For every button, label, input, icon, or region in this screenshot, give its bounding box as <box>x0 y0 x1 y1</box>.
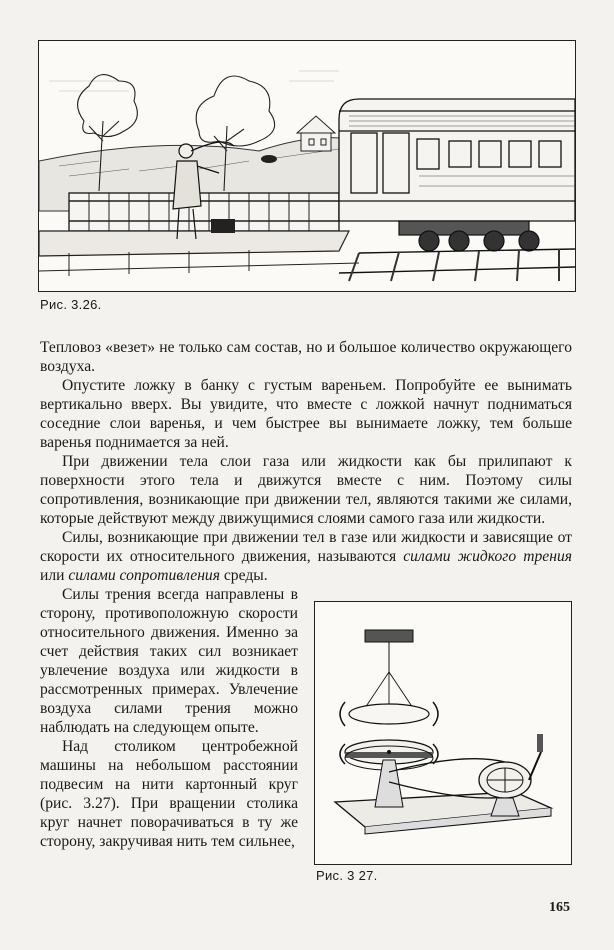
paragraph-3: При движении тела слои газа или жидкости как бы прилипают к поверхности этого тела и движутся вместе с ним. Поэтому силы сопротивления, возникающие при движении тел, являются такими же силами, которые действуют между движущимися слоями самого газа или жидкости. <box>40 453 572 527</box>
paragraph-6: Над столиком центробежной машины на небольшом расстоянии подвесим на нити картонный круг (рис. 3.27). При вращении столика круг начнет поворачиваться в ту же сторону, закручивая нить тем сильнее, <box>40 738 298 850</box>
paragraph-4-or: или <box>40 567 65 584</box>
term-resistance-forces: силами сопротивления <box>68 567 220 584</box>
paragraph-4-end: среды. <box>223 567 268 584</box>
figure-caption-right: Рис. 3 27. <box>316 868 378 883</box>
paragraph-2: Опустите ложку в банку с густым вареньем. Попробуйте ее вынимать вертикально вверх. Вы увидите, что вместе с ложкой начнут подниматься соседние слои варенья, и чем быстрее вы вынимаете ложку, тем больше варенья поднимается за ней. <box>40 377 572 451</box>
figure-3-26 <box>38 40 576 292</box>
paragraph-4 <box>40 528 572 585</box>
page-number: 165 <box>549 900 570 915</box>
paragraph-4-start: Силы, возникающие при движении тел в газе или жидкости и зависящие от скорости их относительного движения, называются <box>40 529 572 565</box>
term-liquid-friction: силами жидкого трения <box>403 548 572 565</box>
main-text <box>40 338 572 585</box>
train-illustration <box>39 41 575 291</box>
paragraph-1: Тепловоз «везет» не только сам состав, но и большое количество окружающего воздуха. <box>40 339 572 375</box>
paragraph-5: Силы трения всегда направлены в сторону, противоположную скорости относительного движения. Именно за счет действия таких сил возникает увлечение воздуха или жидкости в рассмотренных примерах. Увлечение воздуха силами трения можно наблюдать на следующем опыте. <box>40 586 298 736</box>
figure-3-27 <box>314 601 572 865</box>
figure-caption-top: Рис. 3.26. <box>40 297 102 312</box>
centrifugal-machine-illustration <box>315 602 571 864</box>
narrow-text <box>40 585 298 851</box>
